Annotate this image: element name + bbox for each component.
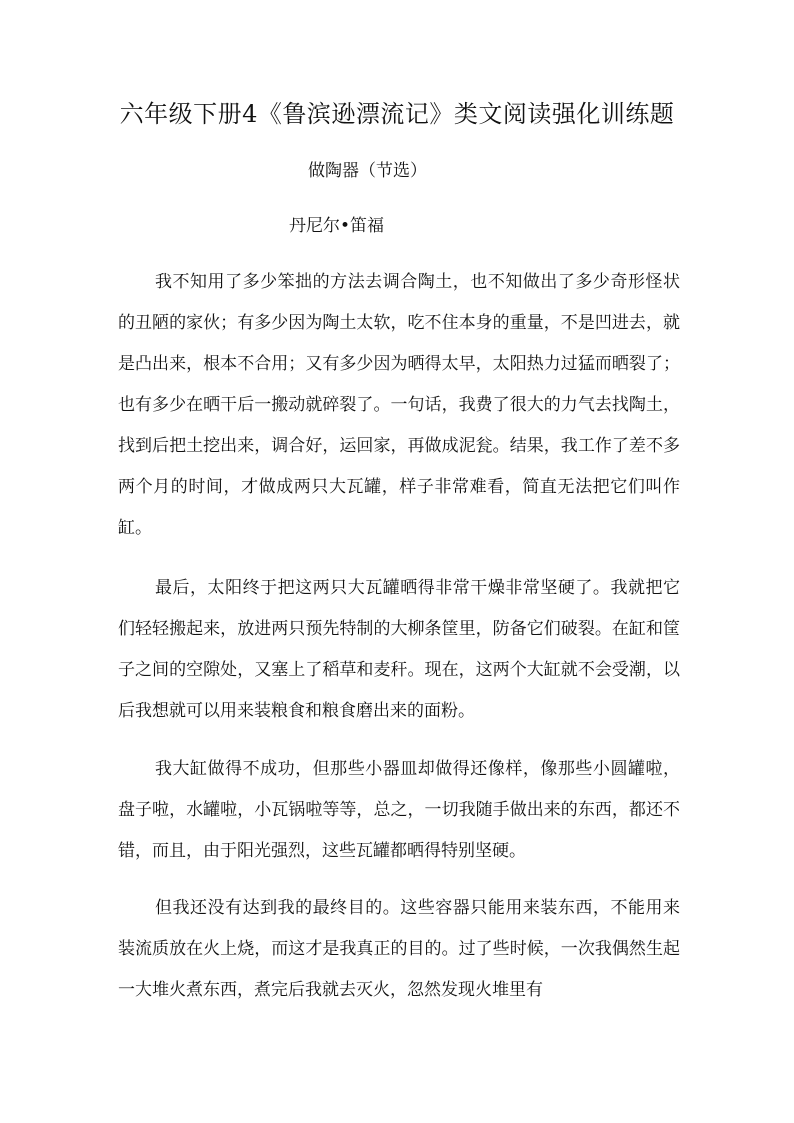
paragraph-1: 我不知用了多少笨拙的方法去调合陶土，也不知做出了多少奇形怪状的丑陋的家伙；有多少因为陶土太软，吃不住本身的重量，不是凹进去，就是凸出来，根本不合用；又有多少因为晒得太早，太阳热力过猛而晒裂了；也有多少在晒干后一搬动就碎裂了。一句话，我费了很大的力气去找陶土，找到后把土挖出来，调合好，运回家，再做成泥瓮。结果，我工作了差不多两个月的时间，才做成两只大瓦罐，样子非常难看，简直无法把它们叫作缸。 bbox=[118, 272, 680, 538]
paragraph-4: 但我还没有达到我的最终目的。这些容器只能用来装东西，不能用来装流质放在火上烧，而这才是我真正的目的。过了些时候，一次我偶然生起一大堆火煮东西，煮完后我就去灭火，忽然发现火堆里有 bbox=[118, 898, 680, 1000]
article-author: 丹尼尔•笛福 bbox=[289, 216, 385, 236]
document-title: 六年级下册4《鲁滨逊漂流记》类文阅读强化训练题 bbox=[119, 100, 675, 128]
article-subtitle: 做陶器（节选） bbox=[308, 161, 427, 181]
paragraph-3: 我大缸做得不成功，但那些小器皿却做得还像样，像那些小圆罐啦，盘子啦，水罐啦，小瓦锅啦等等，总之，一切我随手做出来的东西，都还不错，而且，由于阳光强烈，这些瓦罐都晒得特别坚硬。 bbox=[118, 759, 680, 861]
paragraph-2: 最后，太阳终于把这两只大瓦罐晒得非常干燥非常坚硬了。我就把它们轻轻搬起来，放进两只预先特制的大柳条筐里，防备它们破裂。在缸和筐子之间的空隙处，又塞上了稻草和麦秆。现在，这两个大缸就不会受潮，以后我想就可以用来装粮食和粮食磨出来的面粉。 bbox=[118, 578, 680, 721]
